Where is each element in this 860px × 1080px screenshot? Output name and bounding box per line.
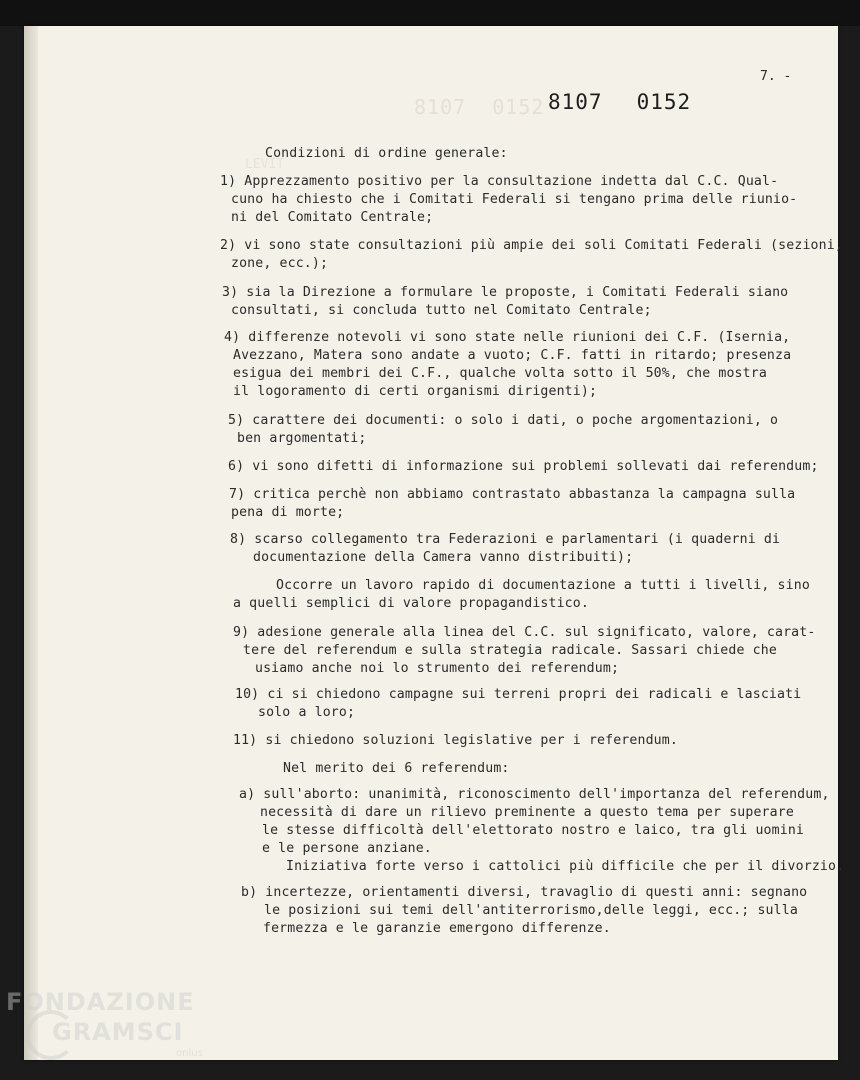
body-line: ben argomentati; bbox=[237, 431, 367, 446]
body-line: esigua dei membri dei C.F., qualche volta sotto il 50%, che mostra bbox=[233, 366, 767, 381]
document-number-part-1: 8107 bbox=[548, 90, 603, 114]
body-line: fermezza e le garanzie emergono differenze. bbox=[263, 921, 611, 936]
document-number bbox=[548, 90, 691, 114]
body-line: Nel merito dei 6 referendum: bbox=[283, 761, 510, 776]
body-line: b) incertezze, orientamenti diversi, travaglio di questi anni: segnano bbox=[241, 885, 808, 900]
body-line: 5) carattere dei documenti: o solo i dati, o poche argomentazioni, o bbox=[228, 413, 779, 428]
body-line: necessità di dare un rilievo preminente a questo tema per superare bbox=[260, 805, 794, 820]
body-line: 8) scarso collegamento tra Federazioni e parlamentari (i quaderni di bbox=[230, 532, 781, 547]
watermark-line-3: onlus bbox=[176, 1048, 203, 1059]
body-line: Iniziativa forte verso i cattolici più difficile che per il divorzio. bbox=[286, 859, 845, 874]
body-line: documentazione della Camera vanno distribuiti); bbox=[253, 550, 634, 565]
section-heading: Condizioni di ordine generale: bbox=[265, 146, 508, 161]
body-line: 2) vi sono state consultazioni più ampie dei soli Comitati Federali (sezioni, bbox=[220, 238, 843, 253]
body-line: solo a loro; bbox=[258, 705, 356, 720]
body-line: ni del Comitato Centrale; bbox=[231, 210, 434, 225]
body-line: 11) si chiedono soluzioni legislative per i referendum. bbox=[233, 733, 678, 748]
body-line: 9) adesione generale alla linea del C.C. sul significato, valore, carat- bbox=[233, 625, 816, 640]
body-line: a quelli semplici di valore propagandistico. bbox=[233, 596, 589, 611]
body-line: e le persone anziane. bbox=[262, 841, 432, 856]
body-line: Occorre un lavoro rapido di documentazione a tutti i livelli, sino bbox=[276, 578, 810, 593]
body-line: il logoramento di certi organismi dirigenti); bbox=[233, 384, 598, 399]
body-line: 3) sia la Direzione a formulare le proposte, i Comitati Federali siano bbox=[222, 285, 789, 300]
body-line: usiamo anche noi lo strumento dei referendum; bbox=[255, 661, 620, 676]
body-line: 10) ci si chiedono campagne sui terreni propri dei radicali e lasciati bbox=[235, 687, 802, 702]
body-line: a) sull'aborto: unanimità, riconoscimento dell'importanza del referendum, bbox=[239, 787, 830, 802]
scanner-background bbox=[0, 0, 860, 26]
body-line: consultati, si concluda tutto nel Comitato Centrale; bbox=[231, 303, 652, 318]
document-number-part-2: 0152 bbox=[636, 90, 692, 114]
body-line: pena di morte; bbox=[231, 505, 345, 520]
body-line: 4) differenze notevoli vi sono state nelle riunioni dei C.F. (Isernia, bbox=[224, 330, 791, 345]
body-line: 1) Apprezzamento positivo per la consultazione indetta dal C.C. Qual- bbox=[220, 174, 779, 189]
bleed-through-number: 8107 0152 bbox=[414, 95, 545, 119]
body-line: cuno ha chiesto che i Comitati Federali si tengano prima delle riunio- bbox=[231, 192, 798, 207]
body-line: le posizioni sui temi dell'antiterrorismo,delle leggi, ecc.; sulla bbox=[264, 903, 798, 918]
page-number: 7. - bbox=[760, 69, 792, 84]
watermark-line-2: GRAMSCI bbox=[52, 1018, 184, 1046]
body-line: tere del referendum e sulla strategia radicale. Sassari chiede che bbox=[243, 643, 777, 658]
watermark-line-1: FONDAZIONE bbox=[6, 988, 195, 1016]
body-line: 7) critica perchè non abbiamo contrastato abbastanza la campagna sulla bbox=[229, 487, 796, 502]
body-line: le stesse difficoltà dell'elettorato nostro e laico, tra gli uomini bbox=[262, 823, 804, 838]
body-line: 6) vi sono difetti di informazione sui problemi sollevati dai referendum; bbox=[228, 459, 819, 474]
body-line: Avezzano, Matera sono andate a vuoto; C.F. fatti in ritardo; presenza bbox=[233, 348, 792, 363]
page-binding-edge bbox=[24, 26, 38, 1060]
body-line: zone, ecc.); bbox=[231, 256, 329, 271]
